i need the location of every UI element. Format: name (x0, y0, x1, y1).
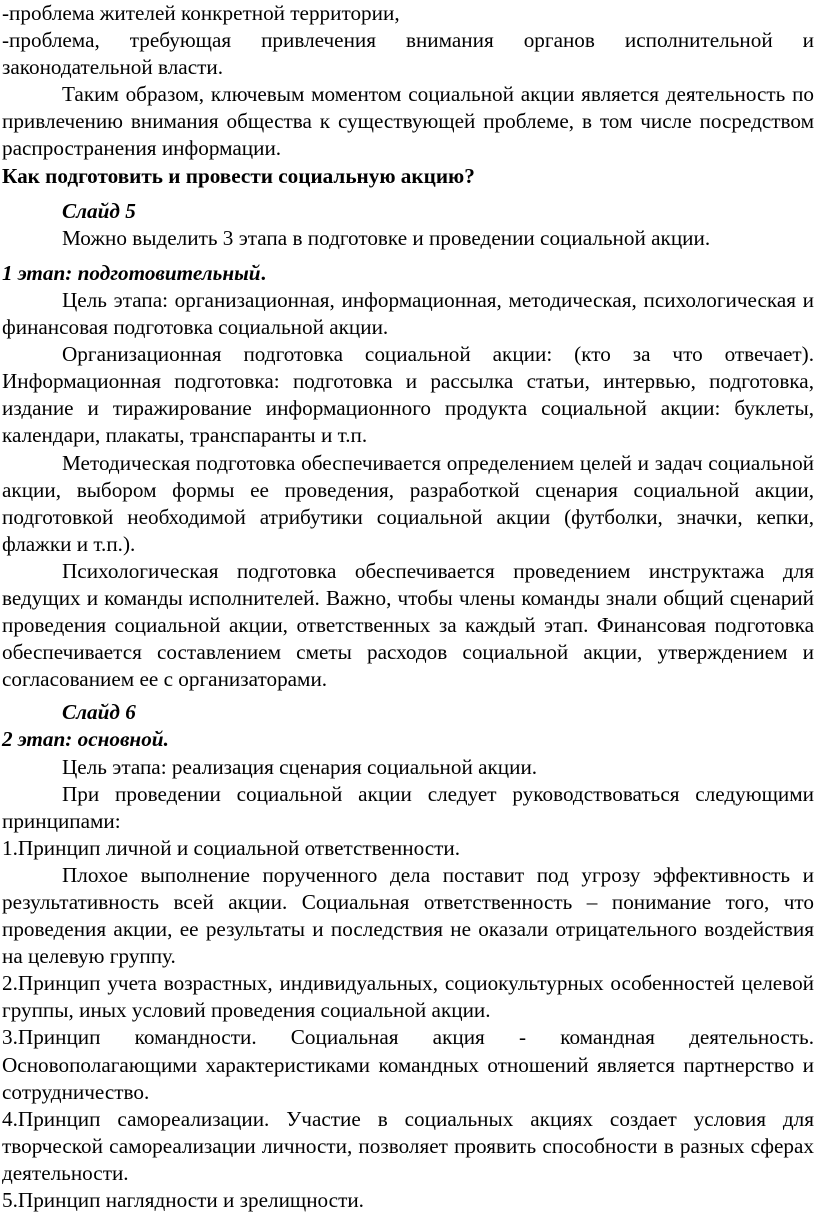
principle-2-paragraph: 2.Принцип учета возрастных, индивидуальных, социокультурных особенностей целевой группы, иных условий проведения социальной акции. (2, 971, 814, 1023)
stage-1-title-dot: . (260, 260, 266, 285)
principle-4-paragraph: 4.Принцип самореализации. Участие в социальных акциях создает условия для творческой самореализации личности, позволяет проявить способности в разных сферах деятельности. (2, 1106, 814, 1185)
stage-1-title-text: 1 этап: подготовительный (2, 260, 261, 285)
three-stages-paragraph: Можно выделить 3 этапа в подготовке и проведении социальной акции. (62, 225, 711, 250)
principle-1-title: 1.Принцип личной и социальной ответственности. (2, 835, 461, 860)
principles-intro-paragraph: При проведении социальной акции следует руководствоваться следующими принципами: (2, 781, 814, 833)
slide-5-title: Слайд 5 (62, 198, 136, 223)
stage-2-title: 2 этап: основной. (2, 727, 169, 752)
stage-1-goal-paragraph: Цель этапа: организационная, информационная, методическая, психологическая и финансовая подготовка социальной акции. (2, 287, 814, 340)
stage-2-goal-paragraph: Цель этапа: реализация сценария социальной акции. (62, 754, 538, 779)
methodical-prep-paragraph: Методическая подготовка обеспечивается определением целей и задач социальной акции, выбором формы ее проведения, разработкой сценария социальной акции, подготовкой необходимой атрибутики социальной акции (футболки, значки, кепки, флажки и т.п.). (2, 450, 814, 556)
organizational-prep-paragraph: Организационная подготовка социальной акции: (кто за что отвечает). Информационная подготовка: подготовка и рассылка статьи, интервью, подготовка, издание и тиражирование информационного продукта социальной акции: буклеты, календари, плакаты, транспаранты и т.п. (2, 342, 814, 448)
section-heading-how-to: Как подготовить и провести социальную акцию? (2, 163, 475, 188)
principle-5-paragraph: 5.Принцип наглядности и зрелищности. (2, 1188, 364, 1213)
principle-1-description: Плохое выполнение порученного дела поставит под угрозу эффективность и результативность всей акции. Социальная ответственность – понимание того, что проведения акции, ее результаты и последствия не оказали отрицательного воздействия на целевую группу. (2, 862, 814, 969)
psychological-prep-paragraph: Психологическая подготовка обеспечивается проведением инструктажа для ведущих и команды исполнителей. Важно, чтобы члены команды знали общий сценарий проведения социальной акции, ответственных за каждый этап. Финансовая подготовка обеспечивается составлением сметы расходов социальной акции, утверждением и согласованием ее с организаторами. (2, 558, 814, 692)
problem-item-authorities: -проблема, требующая привлечения внимания органов исполнительной и законодательной власти. (2, 28, 814, 80)
key-moment-paragraph: Таким образом, ключевым моментом социальной акции является деятельность по привлечению внимания общества к существующей проблеме, в том числе посредством распространения информации. (2, 82, 814, 161)
stage-1-title (2, 260, 814, 287)
principle-3-paragraph: 3.Принцип командности. Социальная акция - командная деятельность. Основополагающими характеристиками командных отношений является партнерство и сотрудничество. (2, 1025, 814, 1104)
problem-item-residents: -проблема жителей конкретной территории, (2, 1, 400, 25)
slide-6-title: Слайд 6 (62, 700, 136, 725)
